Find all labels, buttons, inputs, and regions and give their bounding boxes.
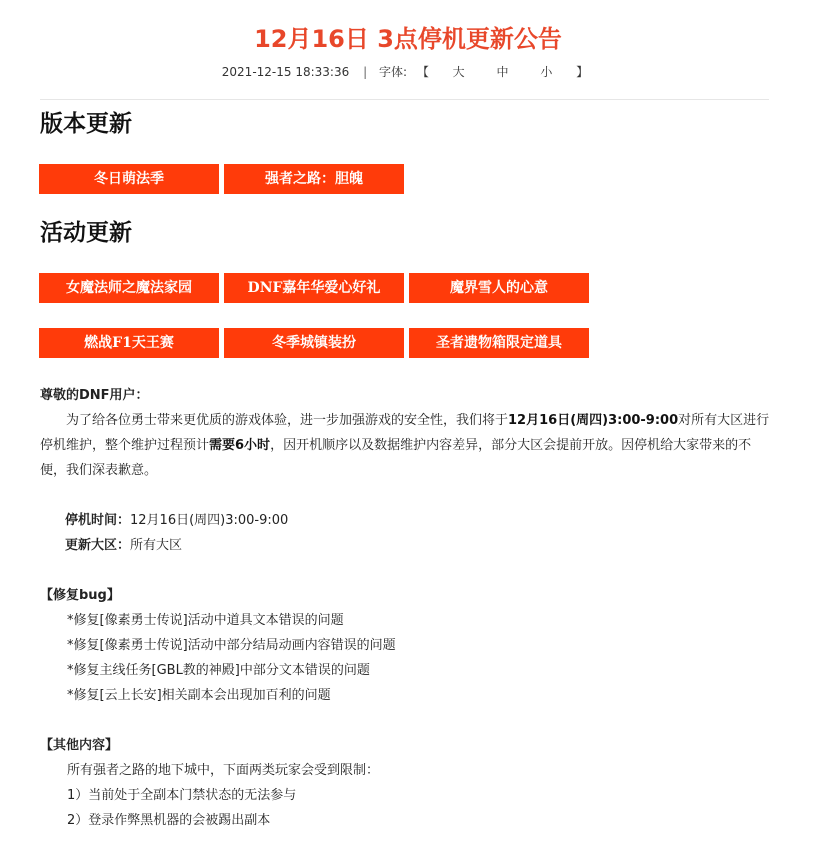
downtime-row xyxy=(65,508,288,533)
font-size-medium-button[interactable]: 中 xyxy=(496,65,509,79)
tag-dnf-carnival-gift[interactable]: DNF嘉年华爱心好礼 xyxy=(224,273,404,303)
bracket-close: 】 xyxy=(576,65,589,79)
bugfix-item: *修复[云上长安]相关副本会出现加百利的问题 xyxy=(67,688,331,703)
other-content-item: 1）当前处于全副本门禁状态的无法参与 xyxy=(67,788,297,803)
title-divider xyxy=(40,99,769,100)
tag-winter-town-decor[interactable]: 冬季城镇装扮 xyxy=(224,328,404,358)
tag-winter-magic-season[interactable]: 冬日萌法季 xyxy=(39,164,219,194)
tag-road-of-strong[interactable]: 强者之路：胆魄 xyxy=(224,164,404,194)
tag-saint-relic-box[interactable]: 圣者遗物箱限定道具 xyxy=(409,328,589,358)
intro-text-3: ，因开机顺序以及数据维护内容差异，部分大区会提前开放。因停机给大家带来的不便，我们深表歉意。 xyxy=(40,438,752,478)
font-size-label: 字体: xyxy=(378,65,407,79)
other-content-item: 2）登录作弊黑机器的会被踢出副本 xyxy=(67,813,271,828)
tag-demon-snowman[interactable]: 魔界雪人的心意 xyxy=(409,273,589,303)
intro-paragraph xyxy=(40,408,770,483)
region-value: 所有大区 xyxy=(130,538,183,553)
bracket-open: 【 xyxy=(416,65,429,79)
intro-text-1: 为了给各位勇士带来更优质的游戏体验，进一步加强游戏的安全性，我们将于 xyxy=(66,413,509,428)
region-row xyxy=(65,533,182,558)
bugfix-heading: 【修复bug】 xyxy=(40,588,120,603)
intro-duration-highlight: 需要6小时 xyxy=(209,438,271,453)
bugfix-item: *修复[像素勇士传说]活动中道具文本错误的问题 xyxy=(67,613,344,628)
article-meta xyxy=(0,63,816,81)
intro-text-2: 对所有大区进行停机维护，整个维护过程预计 xyxy=(40,413,770,453)
downtime-value: 12月16日(周四)3:00-9:00 xyxy=(130,513,289,528)
other-content-heading: 【其他内容】 xyxy=(40,738,119,753)
version-update-heading: 版本更新 xyxy=(40,111,132,137)
font-size-small-button[interactable]: 小 xyxy=(540,65,553,79)
downtime-label: 停机时间： xyxy=(65,513,131,528)
page-title: 12月16日 3点停机更新公告 xyxy=(254,25,562,53)
activity-update-heading: 活动更新 xyxy=(40,220,132,246)
publish-datetime: 2021-12-15 18:33:36 xyxy=(221,65,350,79)
tag-f1-tournament[interactable]: 燃战F1天王赛 xyxy=(39,328,219,358)
bugfix-item: *修复[像素勇士传说]活动中部分结局动画内容错误的问题 xyxy=(67,638,396,653)
bugfix-item: *修复主线任务[GBL教的神殿]中部分文本错误的问题 xyxy=(67,663,370,678)
tag-mage-magic-home[interactable]: 女魔法师之魔法家园 xyxy=(39,273,219,303)
meta-separator: | xyxy=(363,65,368,79)
intro-downtime-highlight: 12月16日(周四)3:00-9:00 xyxy=(508,413,679,428)
font-size-large-button[interactable]: 大 xyxy=(452,65,465,79)
region-label: 更新大区： xyxy=(65,538,131,553)
greeting: 尊敬的DNF用户： xyxy=(40,388,149,403)
other-content-intro: 所有强者之路的地下城中，下面两类玩家会受到限制： xyxy=(67,763,380,778)
